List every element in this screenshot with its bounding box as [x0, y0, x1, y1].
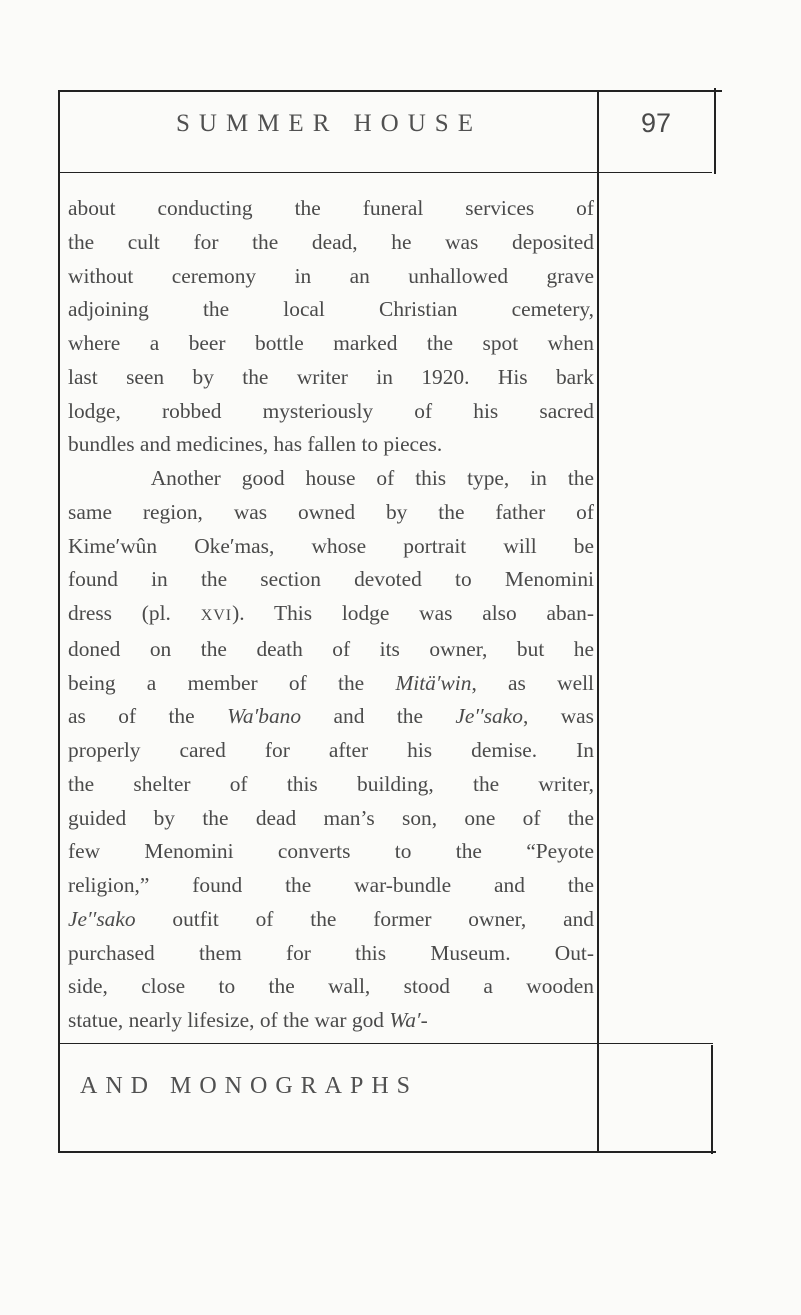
text-segment: where a beer bottle marked the spot when — [68, 331, 594, 355]
italic-term: Je′′sako — [68, 906, 136, 931]
text-segment: adjoining the local Christian cemetery, — [68, 297, 594, 322]
text-segment: dress (pl. — [68, 601, 201, 625]
text-segment: purchased them for this Museum. Out- — [68, 940, 594, 965]
text-line — [68, 293, 594, 327]
body-paragraphs — [68, 192, 594, 1038]
text-line — [68, 563, 594, 597]
text-line — [68, 835, 594, 869]
text-segment: found in the section devoted to Menomini — [68, 567, 594, 592]
text-line — [68, 768, 594, 802]
text-line — [68, 395, 594, 429]
text-segment: last seen by the writer in 1920. His bark — [68, 364, 594, 389]
text-line — [68, 597, 594, 633]
italic-term: Mitä′win — [395, 670, 472, 695]
text-line — [68, 1004, 594, 1038]
text-segment: being a member of the — [68, 670, 396, 695]
text-line — [68, 530, 594, 564]
right-border-top — [714, 88, 716, 174]
text-segment: Another good house of this type, in the — [68, 466, 594, 490]
text-line — [68, 869, 594, 903]
text-line — [68, 260, 594, 294]
footer-top-rule — [60, 1043, 713, 1044]
footer-bottom-rule — [58, 1151, 716, 1153]
text-segment: lodge, robbed mysteriously of his sacred — [68, 398, 594, 423]
text-segment: as of the — [68, 704, 228, 729]
text-segment: Kime′wûn Oke′mas, whose portrait will be — [68, 533, 594, 558]
text-segment: statue, nearly lifesize, of the war god — [68, 1008, 390, 1032]
italic-term: Wa′bano — [227, 704, 302, 729]
text-segment: side, close to the wall, stood a wooden — [68, 974, 594, 999]
page-number: 97 — [640, 108, 672, 138]
running-head-title: SUMMER HOUSE — [176, 110, 482, 137]
text-line — [68, 327, 594, 361]
text-line — [68, 970, 594, 1004]
text-segment: and the — [301, 704, 456, 729]
text-segment: outfit of the former owner, and — [135, 906, 594, 931]
text-segment: same region, was owned by the father of — [68, 499, 594, 524]
text-line — [68, 633, 594, 667]
text-line — [68, 802, 594, 836]
text-segment: guided by the dead man’s son, one of the — [68, 805, 594, 830]
text-line — [68, 667, 594, 701]
text-line — [68, 428, 594, 462]
text-line — [68, 734, 594, 768]
text-segment: religion,” found the war-bundle and the — [68, 873, 594, 897]
text-segment: the cult for the dead, he was deposited — [68, 229, 594, 254]
italic-term: Wa′- — [389, 1008, 428, 1032]
text-line — [68, 700, 594, 734]
italic-term: Je′′sako — [455, 704, 523, 729]
text-segment: properly cared for after his demise. In — [68, 738, 594, 762]
text-segment: few Menomini converts to the “Peyote — [68, 839, 594, 864]
running-foot-title: AND MONOGRAPHS — [80, 1073, 419, 1099]
text-segment: , as well — [471, 670, 594, 695]
left-border — [58, 90, 60, 1152]
column-divider — [597, 92, 599, 1152]
text-segment: without ceremony in an unhallowed grave — [68, 263, 594, 288]
text-segment: doned on the death of its owner, but he — [68, 636, 594, 661]
right-border-bottom — [711, 1045, 713, 1154]
text-segment: bundles and medicines, has fallen to pieces. — [68, 432, 443, 457]
header-bottom-rule — [60, 172, 712, 173]
text-line — [68, 903, 594, 937]
text-segment: ). This lodge was also aban- — [232, 601, 594, 625]
text-segment: the shelter of this building, the writer, — [68, 771, 594, 796]
text-segment: , was — [522, 704, 594, 729]
header-top-rule — [58, 90, 722, 92]
text-line — [68, 937, 594, 971]
text-line — [68, 496, 594, 530]
plate-number: XVI — [200, 607, 233, 624]
text-line — [68, 361, 594, 395]
text-line — [68, 462, 594, 496]
text-segment: about conducting the funeral services of — [68, 196, 594, 220]
text-line — [68, 192, 594, 226]
text-line — [68, 226, 594, 260]
